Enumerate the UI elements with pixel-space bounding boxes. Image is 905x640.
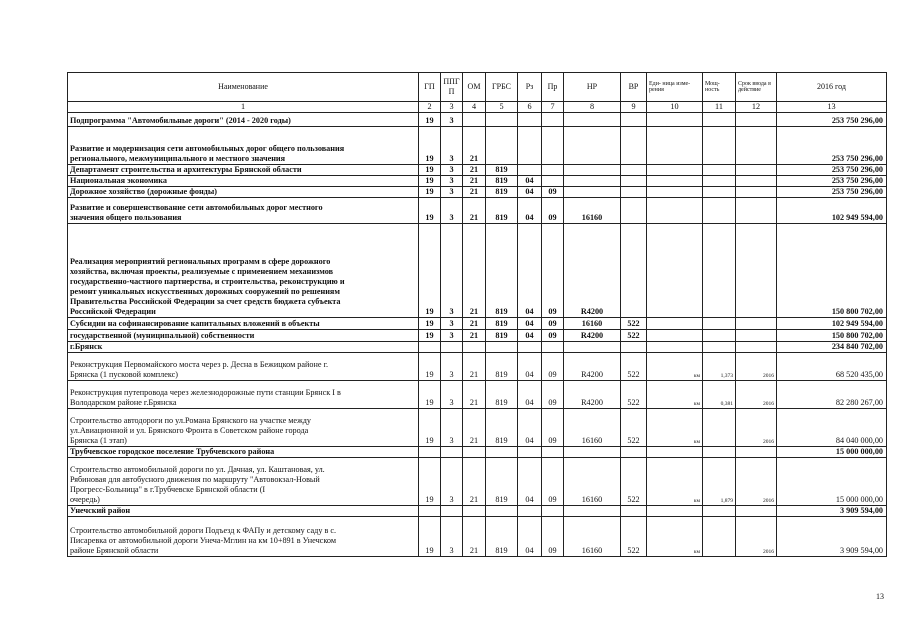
amount-cell: 102 949 594,00 — [777, 198, 887, 224]
column-number-cell: 8 — [564, 102, 621, 113]
ppgp-cell: 3 — [441, 409, 463, 447]
om-cell: 21 — [463, 187, 486, 198]
vr-cell: 522 — [621, 353, 647, 381]
table-row — [68, 198, 887, 224]
column-number-cell: 11 — [703, 102, 736, 113]
header-vr: ВР — [621, 73, 647, 102]
rz-cell: 04 — [518, 458, 542, 506]
table-row — [68, 353, 887, 381]
column-number-cell: 1 — [68, 102, 419, 113]
gp-cell: 19 — [419, 187, 441, 198]
nr-cell: R4200 — [564, 330, 621, 342]
power-cell: 1,879 — [703, 458, 736, 506]
grbs-cell — [486, 113, 518, 127]
pr-cell: 09 — [542, 409, 564, 447]
gp-cell: 19 — [419, 330, 441, 342]
power-cell — [703, 127, 736, 165]
grbs-cell: 819 — [486, 409, 518, 447]
unit-cell: км — [647, 353, 703, 381]
ppgp-cell — [441, 447, 463, 458]
gp-cell: 19 — [419, 517, 441, 557]
amount-cell: 253 750 296,00 — [777, 187, 887, 198]
power-cell — [703, 342, 736, 353]
gp-cell: 19 — [419, 176, 441, 187]
vr-cell — [621, 113, 647, 127]
header-unit: Еди- ница изме- рения — [647, 73, 703, 102]
power-cell — [703, 198, 736, 224]
nr-cell — [564, 165, 621, 176]
unit-cell — [647, 127, 703, 165]
grbs-cell: 819 — [486, 353, 518, 381]
term-cell: 2016 — [736, 381, 777, 409]
unit-cell — [647, 330, 703, 342]
nr-cell — [564, 127, 621, 165]
grbs-cell — [486, 127, 518, 165]
ppgp-cell: 3 — [441, 458, 463, 506]
unit-cell — [647, 342, 703, 353]
vr-cell: 522 — [621, 318, 647, 330]
name-cell: Департамент строительства и архитектуры Брянской области — [68, 165, 419, 176]
pr-cell — [542, 342, 564, 353]
unit-cell — [647, 187, 703, 198]
term-cell — [736, 330, 777, 342]
table-row — [68, 113, 887, 127]
name-cell: Строительство автомобильной дороги по ул. Дачная, ул. Каштановая, ул. Рябиновая для автобусного движения по маршруту "Автовокзал-Новый Прогресс-Больница" в г.Трубчевске Брянской области (I очередь) — [68, 458, 419, 506]
term-cell — [736, 447, 777, 458]
unit-cell — [647, 165, 703, 176]
ppgp-cell — [441, 342, 463, 353]
name-cell: Реконструкция путепровода через железнодорожные пути станции Брянск I в Володарском районе г.Брянска — [68, 381, 419, 409]
amount-cell: 82 280 267,00 — [777, 381, 887, 409]
gp-cell: 19 — [419, 458, 441, 506]
nr-cell: 16160 — [564, 198, 621, 224]
power-cell — [703, 330, 736, 342]
amount-cell: 150 800 702,00 — [777, 330, 887, 342]
vr-cell — [621, 198, 647, 224]
column-number-cell: 6 — [518, 102, 542, 113]
rz-cell: 04 — [518, 176, 542, 187]
unit-cell: км — [647, 381, 703, 409]
gp-cell: 19 — [419, 381, 441, 409]
rz-cell — [518, 506, 542, 517]
power-cell: 0,381 — [703, 381, 736, 409]
column-number-cell: 9 — [621, 102, 647, 113]
nr-cell: R4200 — [564, 224, 621, 318]
column-number-cell: 5 — [486, 102, 518, 113]
term-cell — [736, 176, 777, 187]
rz-cell: 04 — [518, 187, 542, 198]
nr-cell: 16160 — [564, 409, 621, 447]
vr-cell: 522 — [621, 330, 647, 342]
pr-cell: 09 — [542, 318, 564, 330]
vr-cell: 522 — [621, 458, 647, 506]
ppgp-cell: 3 — [441, 224, 463, 318]
om-cell: 21 — [463, 330, 486, 342]
vr-cell — [621, 176, 647, 187]
gp-cell — [419, 447, 441, 458]
table-body — [68, 113, 887, 557]
power-cell — [703, 224, 736, 318]
header-nr: НР — [564, 73, 621, 102]
table-row — [68, 342, 887, 353]
term-cell: 2016 — [736, 409, 777, 447]
term-cell — [736, 113, 777, 127]
vr-cell: 522 — [621, 381, 647, 409]
pr-cell — [542, 506, 564, 517]
gp-cell: 19 — [419, 318, 441, 330]
rz-cell: 04 — [518, 381, 542, 409]
rz-cell — [518, 447, 542, 458]
unit-cell — [647, 176, 703, 187]
rz-cell — [518, 165, 542, 176]
om-cell: 21 — [463, 381, 486, 409]
ppgp-cell — [441, 506, 463, 517]
grbs-cell: 819 — [486, 330, 518, 342]
term-cell — [736, 506, 777, 517]
nr-cell — [564, 447, 621, 458]
table-row — [68, 318, 887, 330]
pr-cell — [542, 165, 564, 176]
grbs-cell: 819 — [486, 381, 518, 409]
nr-cell — [564, 342, 621, 353]
gp-cell — [419, 506, 441, 517]
unit-cell — [647, 113, 703, 127]
name-cell: Подпрограмма "Автомобильные дороги" (2014 - 2020 годы) — [68, 113, 419, 127]
grbs-cell: 819 — [486, 517, 518, 557]
power-cell — [703, 113, 736, 127]
table-row — [68, 165, 887, 176]
table-row — [68, 447, 887, 458]
name-cell: Субсидии на софинансирование капитальных вложений в объекты — [68, 318, 419, 330]
term-cell: 2016 — [736, 517, 777, 557]
ppgp-cell: 3 — [441, 353, 463, 381]
ppgp-cell: 3 — [441, 381, 463, 409]
om-cell: 21 — [463, 165, 486, 176]
unit-cell — [647, 506, 703, 517]
ppgp-cell: 3 — [441, 113, 463, 127]
rz-cell: 04 — [518, 330, 542, 342]
amount-cell: 3 909 594,00 — [777, 517, 887, 557]
rz-cell: 04 — [518, 409, 542, 447]
term-cell — [736, 318, 777, 330]
header-pr: Пр — [542, 73, 564, 102]
name-cell: Строительство автомобильной дороги Подъезд к ФАПу и детскому саду в с. Писаревка от автомобильной дороги Унеча-Мглин на км 10+891 в Унечском районе Брянской области — [68, 517, 419, 557]
ppgp-cell: 3 — [441, 165, 463, 176]
table-row — [68, 127, 887, 165]
om-cell — [463, 113, 486, 127]
table-row — [68, 517, 887, 557]
name-cell: Реализация мероприятий региональных программ в сфере дорожного хозяйства, включая проекты, реализуемые с применением механизмов государственно-частного партнерства, и строительства, реконструкцию и ремонт уникальных искусственных дорожных сооружений по решениям Правительства Российской Федерации за счет средств бюджета субъекта Российской Федерации — [68, 224, 419, 318]
amount-cell: 84 040 000,00 — [777, 409, 887, 447]
grbs-cell: 819 — [486, 187, 518, 198]
gp-cell: 19 — [419, 409, 441, 447]
name-cell: Национальная экономика — [68, 176, 419, 187]
column-number-cell: 2 — [419, 102, 441, 113]
name-cell: Развитие и модернизация сети автомобильных дорог общего пользования регионального, межмуниципального и местного значения — [68, 127, 419, 165]
header-power: Мощ- ность — [703, 73, 736, 102]
header-grbs: ГРБС — [486, 73, 518, 102]
om-cell: 21 — [463, 176, 486, 187]
amount-cell: 68 520 435,00 — [777, 353, 887, 381]
column-number-cell: 12 — [736, 102, 777, 113]
om-cell: 21 — [463, 517, 486, 557]
grbs-cell: 819 — [486, 318, 518, 330]
rz-cell: 04 — [518, 198, 542, 224]
vr-cell — [621, 506, 647, 517]
amount-cell: 253 750 296,00 — [777, 165, 887, 176]
name-cell: Строительство автодороги по ул.Романа Брянского на участке между ул.Авиационной и ул. Брянского Фронта в Советском районе города Брянска (1 этап) — [68, 409, 419, 447]
amount-cell: 150 800 702,00 — [777, 224, 887, 318]
pr-cell — [542, 113, 564, 127]
table-row — [68, 187, 887, 198]
pr-cell: 09 — [542, 381, 564, 409]
ppgp-cell: 3 — [441, 517, 463, 557]
rz-cell: 04 — [518, 318, 542, 330]
unit-cell — [647, 224, 703, 318]
amount-cell: 234 840 702,00 — [777, 342, 887, 353]
unit-cell — [647, 447, 703, 458]
amount-cell: 102 949 594,00 — [777, 318, 887, 330]
column-number-cell: 7 — [542, 102, 564, 113]
amount-cell: 253 750 296,00 — [777, 127, 887, 165]
power-cell — [703, 187, 736, 198]
header-name: Наименование — [68, 73, 419, 102]
nr-cell — [564, 506, 621, 517]
name-cell: Дорожное хозяйство (дорожные фонды) — [68, 187, 419, 198]
unit-cell: км — [647, 409, 703, 447]
ppgp-cell: 3 — [441, 330, 463, 342]
nr-cell: R4200 — [564, 381, 621, 409]
header-ppgp: ППГ П — [441, 73, 463, 102]
pr-cell: 09 — [542, 517, 564, 557]
table-row — [68, 381, 887, 409]
column-number-cell: 13 — [777, 102, 887, 113]
term-cell — [736, 224, 777, 318]
header-row — [68, 73, 887, 102]
gp-cell: 19 — [419, 198, 441, 224]
vr-cell — [621, 187, 647, 198]
nr-cell — [564, 113, 621, 127]
ppgp-cell: 3 — [441, 127, 463, 165]
pr-cell: 09 — [542, 187, 564, 198]
pr-cell — [542, 176, 564, 187]
nr-cell: 16160 — [564, 517, 621, 557]
table-row — [68, 176, 887, 187]
vr-cell — [621, 224, 647, 318]
om-cell — [463, 506, 486, 517]
header-gp: ГП — [419, 73, 441, 102]
rz-cell — [518, 113, 542, 127]
column-number-row — [68, 102, 887, 113]
vr-cell — [621, 447, 647, 458]
rz-cell: 04 — [518, 353, 542, 381]
om-cell: 21 — [463, 318, 486, 330]
gp-cell: 19 — [419, 113, 441, 127]
vr-cell: 522 — [621, 517, 647, 557]
nr-cell: 16160 — [564, 318, 621, 330]
power-cell — [703, 165, 736, 176]
amount-cell: 15 000 000,00 — [777, 458, 887, 506]
page-number: 13 — [876, 592, 884, 601]
power-cell: 1,373 — [703, 353, 736, 381]
gp-cell: 19 — [419, 224, 441, 318]
ppgp-cell: 3 — [441, 318, 463, 330]
name-cell: Реконструкция Первомайского моста через р. Десна в Бежицком районе г. Брянска (1 пусковой комплекс) — [68, 353, 419, 381]
amount-cell: 3 909 594,00 — [777, 506, 887, 517]
gp-cell: 19 — [419, 353, 441, 381]
vr-cell: 522 — [621, 409, 647, 447]
header-year: 2016 год — [777, 73, 887, 102]
om-cell: 21 — [463, 458, 486, 506]
gp-cell: 19 — [419, 127, 441, 165]
ppgp-cell: 3 — [441, 187, 463, 198]
header-term: Срок ввода в действие — [736, 73, 777, 102]
term-cell — [736, 187, 777, 198]
vr-cell — [621, 127, 647, 165]
term-cell — [736, 198, 777, 224]
grbs-cell: 819 — [486, 224, 518, 318]
pr-cell — [542, 127, 564, 165]
unit-cell — [647, 198, 703, 224]
column-number-cell: 3 — [441, 102, 463, 113]
rz-cell: 04 — [518, 517, 542, 557]
amount-cell: 15 000 000,00 — [777, 447, 887, 458]
amount-cell: 253 750 296,00 — [777, 113, 887, 127]
power-cell — [703, 447, 736, 458]
rz-cell — [518, 127, 542, 165]
grbs-cell: 819 — [486, 198, 518, 224]
rz-cell: 04 — [518, 224, 542, 318]
grbs-cell — [486, 342, 518, 353]
pr-cell: 09 — [542, 198, 564, 224]
column-number-cell: 4 — [463, 102, 486, 113]
pr-cell: 09 — [542, 458, 564, 506]
unit-cell: км — [647, 517, 703, 557]
term-cell — [736, 127, 777, 165]
table-row — [68, 224, 887, 318]
header-om: ОМ — [463, 73, 486, 102]
nr-cell: R4200 — [564, 353, 621, 381]
column-number-cell: 10 — [647, 102, 703, 113]
table-row — [68, 409, 887, 447]
ppgp-cell: 3 — [441, 176, 463, 187]
term-cell — [736, 165, 777, 176]
name-cell: г.Брянск — [68, 342, 419, 353]
gp-cell — [419, 342, 441, 353]
vr-cell — [621, 342, 647, 353]
name-cell: Трубчевское городское поселение Трубчевского района — [68, 447, 419, 458]
nr-cell — [564, 187, 621, 198]
name-cell: государственной (муниципальной) собственности — [68, 330, 419, 342]
om-cell — [463, 342, 486, 353]
unit-cell: км — [647, 458, 703, 506]
table-row — [68, 458, 887, 506]
table-row — [68, 506, 887, 517]
table-row — [68, 330, 887, 342]
pr-cell: 09 — [542, 353, 564, 381]
amount-cell: 253 750 296,00 — [777, 176, 887, 187]
pr-cell — [542, 447, 564, 458]
om-cell: 21 — [463, 353, 486, 381]
om-cell: 21 — [463, 127, 486, 165]
om-cell: 21 — [463, 198, 486, 224]
power-cell — [703, 176, 736, 187]
header-rz: Рз — [518, 73, 542, 102]
grbs-cell: 819 — [486, 176, 518, 187]
ppgp-cell: 3 — [441, 198, 463, 224]
grbs-cell — [486, 506, 518, 517]
power-cell — [703, 409, 736, 447]
vr-cell — [621, 165, 647, 176]
budget-table — [67, 72, 887, 557]
term-cell: 2016 — [736, 353, 777, 381]
om-cell — [463, 447, 486, 458]
om-cell: 21 — [463, 409, 486, 447]
power-cell — [703, 506, 736, 517]
term-cell — [736, 342, 777, 353]
nr-cell — [564, 176, 621, 187]
power-cell — [703, 517, 736, 557]
unit-cell — [647, 318, 703, 330]
grbs-cell: 819 — [486, 458, 518, 506]
grbs-cell: 819 — [486, 165, 518, 176]
rz-cell — [518, 342, 542, 353]
nr-cell: 16160 — [564, 458, 621, 506]
grbs-cell — [486, 447, 518, 458]
name-cell: Унечский район — [68, 506, 419, 517]
power-cell — [703, 318, 736, 330]
gp-cell: 19 — [419, 165, 441, 176]
om-cell: 21 — [463, 224, 486, 318]
pr-cell: 09 — [542, 224, 564, 318]
pr-cell: 09 — [542, 330, 564, 342]
name-cell: Развитие и совершенствование сети автомобильных дорог местного значения общего пользования — [68, 198, 419, 224]
term-cell: 2016 — [736, 458, 777, 506]
